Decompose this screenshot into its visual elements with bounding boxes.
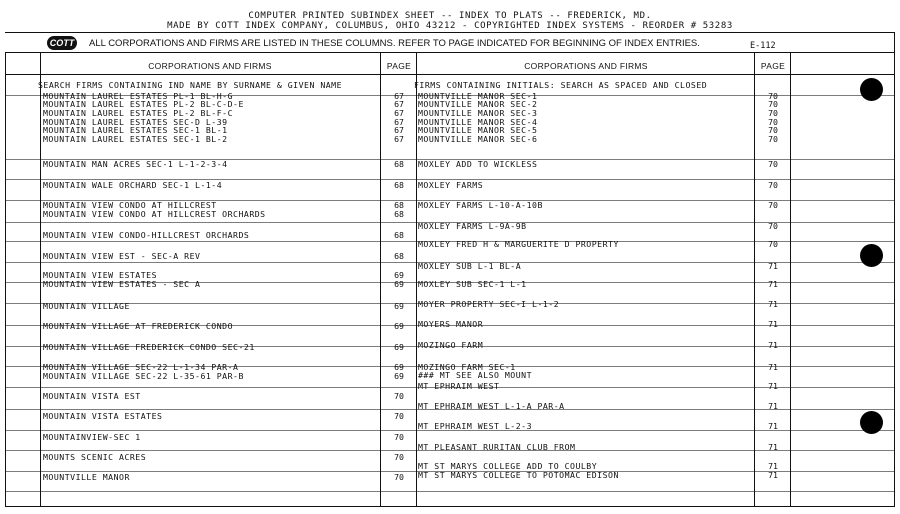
binder-hole-middle [860,244,883,267]
left-entry-page: 70 [394,472,404,482]
left-entry-name: MOUNTAIN VISTA ESTATES [43,411,163,421]
left-entry-name: MOUNTAIN VIEW CONDO AT HILLCREST [43,200,217,210]
left-entry-page: 68 [394,230,404,240]
right-entry-name: MOXLEY FARMS [418,180,484,190]
left-entry-page: 70 [394,391,404,401]
bottom-rule [5,506,895,507]
right-entry-name: MOXLEY FRED H & MARGUERITE D PROPERTY [418,239,619,249]
left-entry-name: MOUNTAIN LAUREL ESTATES SEC-1 BL-1 [43,125,228,135]
left-entry-name: MOUNTAIN MAN ACRES SEC-1 L-1-2-3-4 [43,159,228,169]
left-entry-name: MOUNTAIN LAUREL ESTATES PL-1 BL-H-G [43,91,234,101]
publisher-line: MADE BY COTT INDEX COMPANY, COLUMBUS, OHIO 43212 - COPYRIGHTED INDEX SYSTEMS - REORDER # 53283 [167,21,733,31]
right-entry-page: 70 [768,91,778,101]
left-entry-page: 70 [394,452,404,462]
left-entry-name: MOUNTAIN LAUREL ESTATES SEC-1 BL-2 [43,134,228,144]
right-entry-name: MT ST MARYS COLLEGE TO POTOMAC EDISON [418,470,619,480]
right-entry-page: 70 [768,99,778,109]
right-entry-page: 71 [768,401,778,411]
left-entry-page: 69 [394,371,404,381]
left-entry-name: MOUNTAIN WALE ORCHARD SEC-1 L-1-4 [43,180,223,190]
left-entry-page: 68 [394,200,404,210]
binder-hole-bottom [860,411,883,434]
left-entry-name: MOUNTAIN VIEW ESTATES - SEC A [43,279,201,289]
right-entry-page: 71 [768,381,778,391]
right-entry-page: 71 [768,261,778,271]
left-instruction: SEARCH FIRMS CONTAINING IND NAME BY SURNAME & GIVEN NAME [38,80,343,90]
left-margin-rule [40,52,41,507]
right-entry-page: 70 [768,125,778,135]
right-entry-page: 71 [768,461,778,471]
right-entry-name: MOXLEY ADD TO WICKLESS [418,159,538,169]
right-entry-page: 71 [768,279,778,289]
right-entry-name: MOYERS MANOR [418,319,484,329]
left-entry-page: 68 [394,180,404,190]
left-entry-page: 67 [394,117,404,127]
right-entry-page: 71 [768,470,778,480]
left-entry-page: 69 [394,279,404,289]
right-entry-name: MOYER PROPERTY SEC-I L-1-2 [418,299,560,309]
right-entry-page: 70 [768,200,778,210]
left-entry-page: 68 [394,209,404,219]
right-entry-page: 70 [768,108,778,118]
right-entry-page: 70 [768,180,778,190]
right-entry-name: MT ST MARYS COLLEGE ADD TO COULBY [418,461,598,471]
right-border [894,32,895,507]
left-entry-name: MOUNTAIN LAUREL ESTATES PL-2 BL-F-C [43,108,234,118]
right-entry-name: MT EPHRAIM WEST L-1-A PAR-A [418,401,565,411]
header-rule [5,52,895,53]
right-entry-name: MOXLEY SUB L-1 BL-A [418,261,522,271]
sheet-title: COMPUTER PRINTED SUBINDEX SHEET -- INDEX TO PLATS -- FREDERICK, MD. [248,11,652,21]
left-entry-page: 69 [394,362,404,372]
left-entry-page: 70 [394,432,404,442]
left-entry-page: 68 [394,251,404,261]
binder-hole-top [860,78,883,101]
right-entry-name: MOZINGO FARM SEC-1 [418,362,516,372]
left-entry-name: MOUNTAIN LAUREL ESTATES SEC-D L-39 [43,117,228,127]
left-column-title: CORPORATIONS AND FIRMS [148,61,272,71]
column-header-rule [5,74,895,75]
left-entry-name: MOUNTAIN VIEW CONDO AT HILLCREST ORCHARDS [43,209,266,219]
left-entry-name: MOUNTAIN LAUREL ESTATES PL-2 BL-C-D-E [43,99,244,109]
left-entry-name: MOUNTAIN VILLAGE FREDERICK CONDO SEC-21 [43,342,255,352]
left-entry-page: 67 [394,134,404,144]
right-entry-page: 71 [768,299,778,309]
right-page-header: PAGE [760,61,786,71]
left-entry-page: 69 [394,321,404,331]
left-entry-page: 67 [394,99,404,109]
left-entry-name: MOUNTAIN VISTA EST [43,391,141,401]
left-entry-name: MOUNTVILLE MANOR [43,472,130,482]
left-entry-name: MOUNTAIN VILLAGE AT FREDERICK CONDO [43,321,234,331]
right-entry-name: MOUNTVILLE MANOR SEC-6 [418,134,538,144]
left-entry-name: MOUNTS SCENIC ACRES [43,452,147,462]
right-instruction: FIRMS CONTAINING INITIALS: SEARCH AS SPACED AND CLOSED [414,80,708,90]
right-entry-name: MT EPHRAIM WEST L-2-3 [418,421,533,431]
left-entry-page: 68 [394,159,404,169]
left-entry-name: MOUNTAIN VIEW CONDO-HILLCREST ORCHARDS [43,230,250,240]
left-border [5,52,6,507]
left-entry-page: 69 [394,270,404,280]
right-entry-name: MOXLEY SUB SEC-1 L-1 [418,279,527,289]
left-entry-page: 67 [394,108,404,118]
right-entry-name: MOUNTVILLE MANOR SEC-4 [418,117,538,127]
sheet-code: E-112 [750,41,776,51]
left-page-header: PAGE [386,61,412,71]
right-entry-page: 70 [768,117,778,127]
left-entry-name: MOUNTAIN VILLAGE [43,301,130,311]
right-entry-page: 71 [768,340,778,350]
right-entry-page: 71 [768,421,778,431]
left-entry-page: 67 [394,91,404,101]
right-entry-name: ### MT SEE ALSO MOUNT [418,370,533,380]
notice-text: ALL CORPORATIONS AND FIRMS ARE LISTED IN THESE COLUMNS. REFER TO PAGE INDICATED FOR BEGINNING OF INDEX ENTRIES. [89,38,700,49]
left-entry-page: 70 [394,411,404,421]
right-entry-name: MT EPHRAIM WEST [418,381,500,391]
top-rule [5,32,895,33]
left-entry-page: 69 [394,342,404,352]
cott-logo: COTT [47,36,77,50]
left-entry-name: MOUNTAIN VILLAGE SEC-22 L-1-34 PAR-A [43,362,239,372]
ruled-line [5,491,894,492]
right-entry-page: 70 [768,221,778,231]
right-entry-name: MOUNTVILLE MANOR SEC-1 [418,91,538,101]
left-entry-name: MOUNTAIN VIEW EST - SEC-A REV [43,251,201,261]
left-entry-name: MOUNTAINVIEW-SEC 1 [43,432,141,442]
right-column-title: CORPORATIONS AND FIRMS [524,61,648,71]
right-entry-name: MOUNTVILLE MANOR SEC-2 [418,99,538,109]
right-entry-page: 70 [768,134,778,144]
right-entry-name: MOXLEY FARMS L-9A-9B [418,221,527,231]
left-entry-page: 67 [394,125,404,135]
left-entry-page: 69 [394,301,404,311]
right-entry-page: 71 [768,362,778,372]
left-entry-name: MOUNTAIN VILLAGE SEC-22 L-35-61 PAR-B [43,371,244,381]
right-entry-page: 70 [768,159,778,169]
right-entry-name: MT PLEASANT RURITAN CLUB FROM [418,442,576,452]
right-entry-name: MOZINGO FARM [418,340,484,350]
left-entry-name: MOUNTAIN VIEW ESTATES [43,270,158,280]
right-entry-page: 71 [768,442,778,452]
right-entry-name: MOUNTVILLE MANOR SEC-3 [418,108,538,118]
right-entry-name: MOUNTVILLE MANOR SEC-5 [418,125,538,135]
right-entry-page: 71 [768,319,778,329]
right-entry-name: MOXLEY FARMS L-10-A-10B [418,200,543,210]
right-entry-page: 70 [768,239,778,249]
